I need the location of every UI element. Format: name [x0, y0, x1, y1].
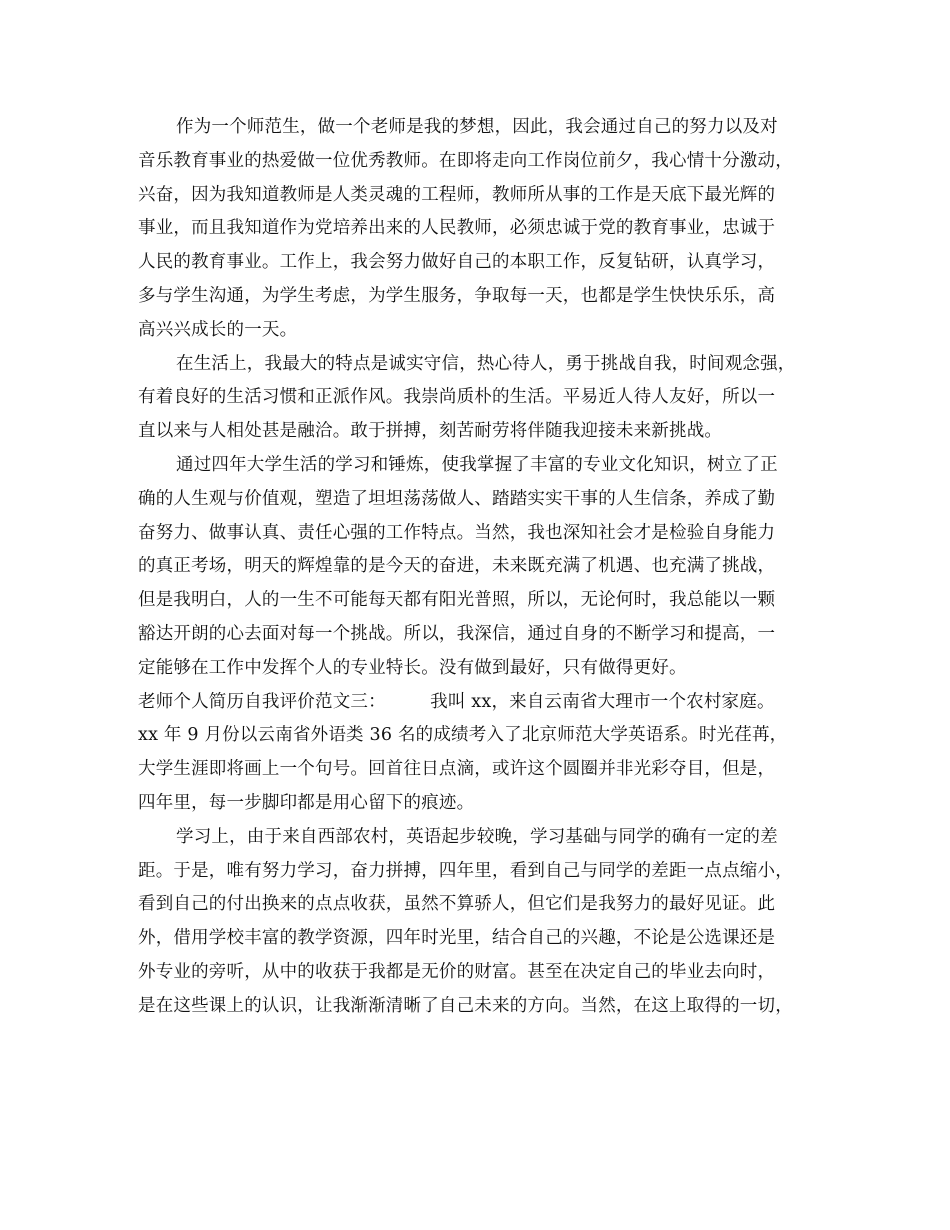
- text-line: 在生活上，我最大的特点是诚实守信，热心待人，勇于挑战自我，时间观念强，: [176, 353, 796, 374]
- text-line: 人民的教育事业。工作上，我会努力做好自己的本职工作，反复钻研，认真学习，: [138, 252, 776, 273]
- document-body: [138, 111, 828, 1024]
- text-line: 高兴兴成长的一天。: [138, 319, 298, 340]
- text-line: 奋努力、做事认真、责任心强的工作特点。当然，我也深知社会才是检验自身能力: [138, 522, 776, 543]
- text-line: 大学生涯即将画上一个句号。回首往日点滴，或许这个圆圈并非光彩夺目，但是，: [138, 759, 776, 780]
- text-line: 直以来与人相处甚是融洽。敢于拼搏，刻苦耐劳将伴随我迎接未来新挑战。: [138, 421, 723, 442]
- text-line: 但是我明白，人的一生不可能每天都有阳光普照，所以，无论何时，我总能以一颗: [138, 590, 776, 611]
- text-line: 兴奋，因为我知道教师是人类灵魂的工程师，教师所从事的工作是天底下最光辉的: [138, 184, 776, 205]
- text-line: 学习上，由于来自西部农村，英语起步较晚，学习基础与同学的确有一定的差: [176, 826, 778, 847]
- text-line: 豁达开朗的心去面对每一个挑战。所以，我深信，通过自身的不断学习和提高，一: [138, 623, 776, 644]
- text-line: 音乐教育事业的热爱做一位优秀教师。在即将走向工作岗位前夕，我心情十分激动，: [138, 150, 793, 171]
- text-line: 的真正考场，明天的辉煌靠的是今天的奋进，未来既充满了机遇、也充满了挑战，: [138, 556, 776, 577]
- text-line: 是在这些课上的认识，让我渐渐清晰了自己未来的方向。当然，在这上取得的一切，: [138, 995, 793, 1016]
- text-line: xx 年 9 月份以云南省外语类 36 名的成绩考入了北京师范大学英语系。时光荏苒，: [138, 725, 788, 746]
- text-line: 外专业的旁听，从中的收获于我都是无价的财富。甚至在决定自己的毕业去向时，: [138, 961, 776, 982]
- text-line: 通过四年大学生活的学习和锤炼，使我掌握了丰富的专业文化知识，树立了正: [176, 454, 778, 475]
- text-line: 老师个人简历自我评价范文三： 我叫 xx，来自云南省大理市一个农村家庭。: [138, 691, 775, 712]
- text-line: 看到自己的付出换来的点点收获，虽然不算骄人，但它们是我努力的最好见证。此: [138, 894, 776, 915]
- text-line: 距。于是，唯有努力学习，奋力拼搏，四年里，看到自己与同学的差距一点点缩小，: [138, 860, 793, 881]
- text-line: 作为一个师范生，做一个老师是我的梦想，因此，我会通过自己的努力以及对: [176, 117, 778, 137]
- text-line: 外，借用学校丰富的教学资源，四年时光里，结合自己的兴趣，不论是公选课还是: [138, 928, 776, 949]
- text-line: 有着良好的生活习惯和正派作风。我崇尚质朴的生活。平易近人待人友好，所以一: [138, 387, 776, 408]
- text-line: 定能够在工作中发挥个人的专业特长。没有做到最好，只有做得更好。: [138, 657, 687, 678]
- text-line: 确的人生观与价值观，塑造了坦坦荡荡做人、踏踏实实干事的人生信条，养成了勤: [138, 488, 776, 509]
- text-line: 多与学生沟通，为学生考虑，为学生服务，争取每一天，也都是学生快快乐乐，高: [138, 285, 776, 306]
- text-line: 四年里，每一步脚印都是用心留下的痕迹。: [138, 792, 475, 813]
- text-line: 事业，而且我知道作为党培养出来的人民教师，必须忠诚于党的教育事业，忠诚于: [138, 218, 776, 239]
